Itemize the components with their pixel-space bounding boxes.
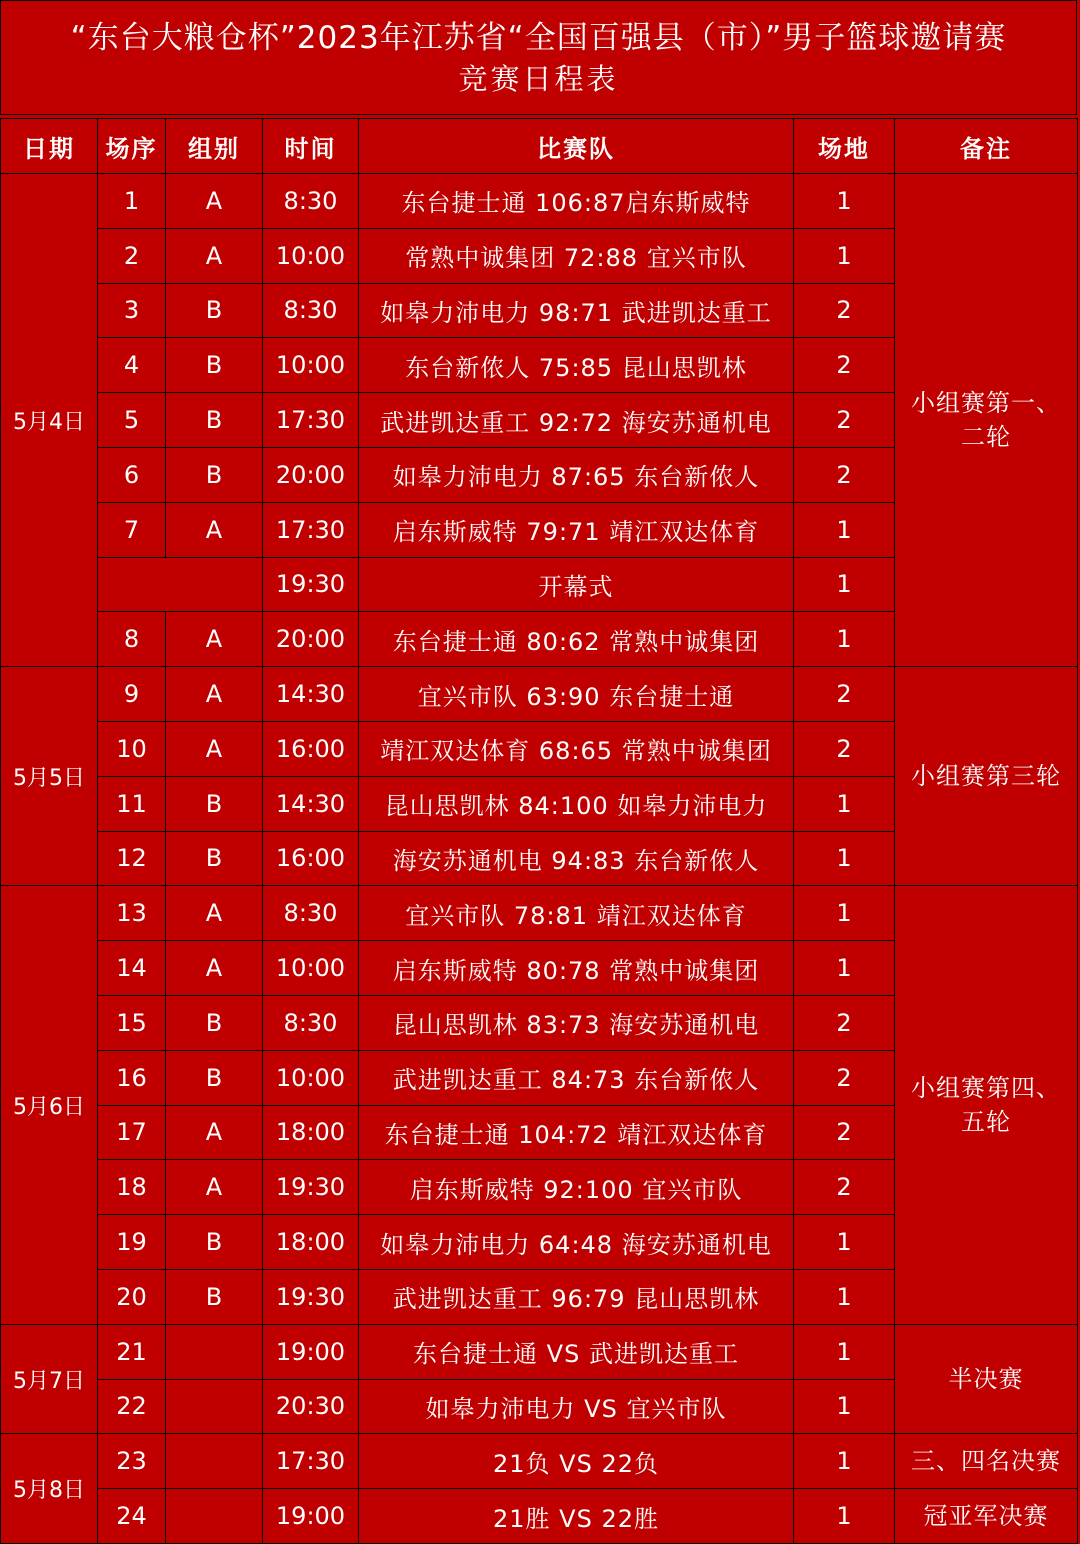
match-no-cell: 7	[98, 502, 166, 557]
remark-cell: 小组赛第四、五轮	[895, 886, 1078, 1324]
venue-cell: 1	[794, 831, 895, 886]
time-cell: 19:00	[263, 1489, 359, 1544]
venue-cell: 1	[794, 174, 895, 229]
venue-cell: 1	[794, 1269, 895, 1324]
venue-cell: 1	[794, 941, 895, 996]
teams-cell: 武进凯达重工 96:79 昆山思凯林	[359, 1269, 794, 1324]
group-cell: A	[166, 667, 263, 722]
group-cell: B	[166, 1269, 263, 1324]
time-cell: 20:00	[263, 447, 359, 502]
group-cell: B	[166, 447, 263, 502]
time-cell: 18:00	[263, 1215, 359, 1270]
teams-cell: 海安苏通机电 94:83 东台新侬人	[359, 831, 794, 886]
time-cell: 10:00	[263, 338, 359, 393]
teams-cell: 东台捷士通 VS 武进凯达重工	[359, 1324, 794, 1379]
date-cell: 5月5日	[1, 667, 98, 886]
date-cell: 5月4日	[1, 174, 98, 667]
group-cell: A	[166, 502, 263, 557]
time-cell: 17:30	[263, 393, 359, 448]
venue-cell: 2	[794, 1105, 895, 1160]
venue-cell: 1	[794, 502, 895, 557]
match-no-cell: 24	[98, 1489, 166, 1544]
teams-cell: 如皋力沛电力 87:65 东台新侬人	[359, 447, 794, 502]
venue-cell: 2	[794, 721, 895, 776]
match-no-cell: 19	[98, 1215, 166, 1270]
match-no-cell: 20	[98, 1269, 166, 1324]
venue-cell: 1	[794, 1324, 895, 1379]
group-cell: B	[166, 776, 263, 831]
match-no-cell: 14	[98, 941, 166, 996]
group-cell: B	[166, 393, 263, 448]
teams-cell: 启东斯威特 92:100 宜兴市队	[359, 1160, 794, 1215]
table-row	[1, 174, 1078, 229]
venue-cell: 2	[794, 393, 895, 448]
group-cell	[166, 1379, 263, 1434]
group-cell: A	[166, 1160, 263, 1215]
table-row	[1, 886, 1078, 941]
venue-cell: 1	[794, 1215, 895, 1270]
teams-cell: 靖江双达体育 68:65 常熟中诚集团	[359, 721, 794, 776]
title-box	[0, 0, 1077, 115]
header-remark: 备注	[895, 119, 1078, 174]
teams-cell: 宜兴市队 78:81 靖江双达体育	[359, 886, 794, 941]
teams-cell: 武进凯达重工 84:73 东台新侬人	[359, 1050, 794, 1105]
header-row	[1, 119, 1078, 174]
date-cell: 5月7日	[1, 1324, 98, 1434]
time-cell: 14:30	[263, 667, 359, 722]
group-cell: B	[166, 283, 263, 338]
teams-cell: 如皋力沛电力 98:71 武进凯达重工	[359, 283, 794, 338]
match-no-cell: 13	[98, 886, 166, 941]
teams-cell: 东台捷士通 104:72 靖江双达体育	[359, 1105, 794, 1160]
teams-cell: 宜兴市队 63:90 东台捷士通	[359, 667, 794, 722]
match-no-cell: 22	[98, 1379, 166, 1434]
table-row	[1, 1489, 1078, 1544]
teams-cell: 常熟中诚集团 72:88 宜兴市队	[359, 228, 794, 283]
venue-cell: 2	[794, 283, 895, 338]
group-cell: A	[166, 1105, 263, 1160]
header-match-no: 场序	[98, 119, 166, 174]
group-cell: A	[166, 721, 263, 776]
time-cell: 17:30	[263, 1434, 359, 1489]
table-row	[1, 667, 1078, 722]
match-no-cell: 17	[98, 1105, 166, 1160]
remark-cell: 三、四名决赛	[895, 1434, 1078, 1489]
header-group: 组别	[166, 119, 263, 174]
header-date: 日期	[1, 119, 98, 174]
teams-cell: 21负 VS 22负	[359, 1434, 794, 1489]
match-no-cell: 21	[98, 1324, 166, 1379]
venue-cell: 1	[794, 886, 895, 941]
time-cell: 16:00	[263, 721, 359, 776]
match-no-cell: 23	[98, 1434, 166, 1489]
group-cell: B	[166, 338, 263, 393]
time-cell: 20:30	[263, 1379, 359, 1434]
table-row	[1, 1324, 1078, 1379]
match-no-cell: 18	[98, 1160, 166, 1215]
venue-cell: 2	[794, 447, 895, 502]
date-cell: 5月8日	[1, 1434, 98, 1544]
remark-cell: 冠亚军决赛	[895, 1489, 1078, 1544]
match-no-cell: 12	[98, 831, 166, 886]
teams-cell: 昆山思凯林 83:73 海安苏通机电	[359, 995, 794, 1050]
venue-cell: 2	[794, 338, 895, 393]
teams-cell: 启东斯威特 80:78 常熟中诚集团	[359, 941, 794, 996]
group-cell: A	[166, 886, 263, 941]
group-cell: A	[166, 612, 263, 667]
venue-cell: 1	[794, 612, 895, 667]
teams-cell: 如皋力沛电力 64:48 海安苏通机电	[359, 1215, 794, 1270]
group-cell	[166, 1434, 263, 1489]
venue-cell: 1	[794, 228, 895, 283]
group-cell: B	[166, 1050, 263, 1105]
teams-cell: 东台捷士通 80:62 常熟中诚集团	[359, 612, 794, 667]
time-cell: 18:00	[263, 1105, 359, 1160]
match-no-cell	[98, 557, 263, 612]
time-cell: 19:00	[263, 1324, 359, 1379]
time-cell: 14:30	[263, 776, 359, 831]
teams-cell: 武进凯达重工 92:72 海安苏通机电	[359, 393, 794, 448]
header-venue: 场地	[794, 119, 895, 174]
time-cell: 19:30	[263, 1269, 359, 1324]
time-cell: 19:30	[263, 1160, 359, 1215]
time-cell: 10:00	[263, 941, 359, 996]
time-cell: 8:30	[263, 174, 359, 229]
remark-cell: 半决赛	[895, 1324, 1078, 1434]
time-cell: 19:30	[263, 557, 359, 612]
venue-cell: 2	[794, 1160, 895, 1215]
teams-cell: 东台捷士通 106:87启东斯威特	[359, 174, 794, 229]
match-no-cell: 16	[98, 1050, 166, 1105]
group-cell: B	[166, 995, 263, 1050]
time-cell: 10:00	[263, 1050, 359, 1105]
teams-cell: 如皋力沛电力 VS 宜兴市队	[359, 1379, 794, 1434]
group-cell: B	[166, 831, 263, 886]
schedule-body	[1, 174, 1078, 1544]
venue-cell: 2	[794, 995, 895, 1050]
match-no-cell: 9	[98, 667, 166, 722]
teams-cell: 开幕式	[359, 557, 794, 612]
group-cell	[166, 1324, 263, 1379]
match-no-cell: 5	[98, 393, 166, 448]
group-cell: A	[166, 174, 263, 229]
match-no-cell: 3	[98, 283, 166, 338]
venue-cell: 1	[794, 1489, 895, 1544]
venue-cell: 1	[794, 1379, 895, 1434]
time-cell: 8:30	[263, 995, 359, 1050]
remark-cell: 小组赛第三轮	[895, 667, 1078, 886]
teams-cell: 东台新侬人 75:85 昆山思凯林	[359, 338, 794, 393]
venue-cell: 1	[794, 557, 895, 612]
match-no-cell: 11	[98, 776, 166, 831]
time-cell: 10:00	[263, 228, 359, 283]
match-no-cell: 15	[98, 995, 166, 1050]
time-cell: 20:00	[263, 612, 359, 667]
table-row	[1, 1434, 1078, 1489]
venue-cell: 2	[794, 1050, 895, 1105]
header-time: 时间	[263, 119, 359, 174]
time-cell: 17:30	[263, 502, 359, 557]
group-cell: B	[166, 1215, 263, 1270]
date-cell: 5月6日	[1, 886, 98, 1324]
venue-cell: 1	[794, 776, 895, 831]
time-cell: 8:30	[263, 283, 359, 338]
match-no-cell: 8	[98, 612, 166, 667]
group-cell: A	[166, 941, 263, 996]
page-subtitle: 竞赛日程表	[458, 61, 619, 96]
schedule-table	[0, 118, 1078, 1544]
page-title: “东台大粮仓杯”2023年江苏省“全国百强县（市）”男子篮球邀请赛	[70, 19, 1007, 56]
match-no-cell: 6	[98, 447, 166, 502]
time-cell: 16:00	[263, 831, 359, 886]
header-teams: 比赛队	[359, 119, 794, 174]
time-cell: 8:30	[263, 886, 359, 941]
venue-cell: 2	[794, 667, 895, 722]
match-no-cell: 4	[98, 338, 166, 393]
group-cell: A	[166, 228, 263, 283]
group-cell	[166, 1489, 263, 1544]
match-no-cell: 1	[98, 174, 166, 229]
remark-cell: 小组赛第一、二轮	[895, 174, 1078, 667]
teams-cell: 昆山思凯林 84:100 如皋力沛电力	[359, 776, 794, 831]
match-no-cell: 10	[98, 721, 166, 776]
match-no-cell: 2	[98, 228, 166, 283]
teams-cell: 启东斯威特 79:71 靖江双达体育	[359, 502, 794, 557]
venue-cell: 1	[794, 1434, 895, 1489]
teams-cell: 21胜 VS 22胜	[359, 1489, 794, 1544]
